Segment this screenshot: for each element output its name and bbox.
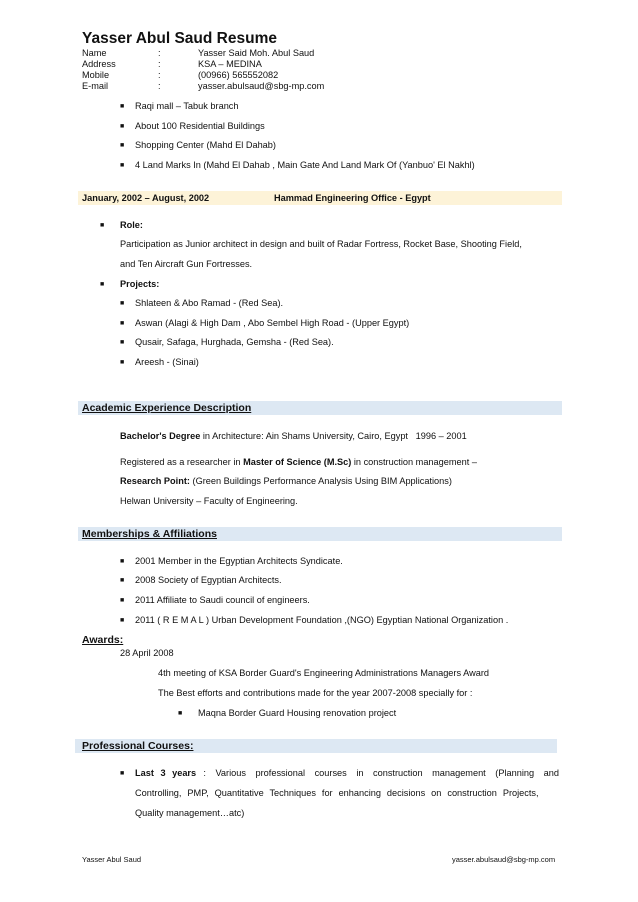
mobile-sep: : (158, 70, 161, 80)
courses-heading: Professional Courses: (82, 740, 194, 752)
list-item: Shlateen & Abo Ramad - (Red Sea). (135, 298, 284, 308)
reg-post: in construction management – (351, 457, 477, 467)
email-value: yasser.abulsaud@sbg-mp.com (198, 81, 325, 91)
bullet-icon: ■ (120, 300, 125, 307)
degree-bold: Bachelor's Degree (120, 431, 201, 441)
degree-line (120, 431, 467, 441)
bullet-icon: ■ (120, 103, 125, 110)
bullet-icon: ■ (120, 770, 125, 777)
list-item: Aswan (Alagi & High Dam , Abo Sembel High Road - (Upper Egypt) (135, 318, 410, 328)
job-period: January, 2002 – August, 2002 (82, 193, 210, 203)
awards-line-1: 4th meeting of KSA Border Guard's Engineering Administrations Managers Award (158, 668, 489, 678)
rp-rest: (Green Buildings Performance Analysis Using BIM Applications) (189, 476, 452, 486)
mobile-value: (00966) 565552082 (198, 70, 279, 80)
bullet-icon: ■ (178, 710, 183, 717)
awards-item: Maqna Border Guard Housing renovation project (198, 708, 397, 718)
list-item: 2008 Society of Egyptian Architects. (135, 575, 282, 585)
email-sep: : (158, 81, 161, 91)
bullet-icon: ■ (120, 597, 125, 604)
footer-name: Yasser Abul Saud (82, 855, 142, 864)
research-point-line (120, 476, 452, 486)
list-item: Raqi mall – Tabuk branch (135, 101, 239, 111)
courses-line-2: Controlling, PMP, Quantitative Techniques for enhancing decisions on construction Projects, (135, 788, 539, 798)
list-item: 4 Land Marks In (Mahd El Dahab , Main Gate And Land Mark Of (Yanbuo' El Nakhl) (135, 160, 475, 170)
list-item: Areesh - (Sinai) (135, 357, 199, 367)
list-item: About 100 Residential Buildings (135, 121, 265, 131)
courses-line-3: Quality management…atc) (135, 808, 245, 818)
awards-heading: Awards: (82, 634, 124, 646)
bullet-icon: ■ (120, 558, 125, 565)
awards-date: 28 April 2008 (120, 648, 174, 658)
bullet-icon: ■ (120, 123, 125, 130)
reg-pre: Registered as a researcher in (120, 457, 244, 467)
footer-email: yasser.abulsaud@sbg-mp.com (452, 855, 556, 864)
reg-bold: Master of Science (M.Sc) (243, 457, 352, 467)
list-item: 2001 Member in the Egyptian Architects Syndicate. (135, 556, 343, 566)
list-item: 2011 Affiliate to Saudi council of engineers. (135, 595, 310, 605)
address-value: KSA – MEDINA (198, 59, 262, 69)
bullet-icon: ■ (100, 222, 105, 229)
courses-line-1 (135, 768, 559, 778)
name-label: Name (82, 48, 107, 58)
address-sep: : (158, 59, 161, 69)
mobile-label: Mobile (82, 70, 110, 80)
name-value: Yasser Said Moh. Abul Saud (198, 48, 315, 58)
address-label: Address (82, 59, 116, 69)
courses-bold: Last 3 years (135, 768, 197, 778)
bullet-icon: ■ (120, 142, 125, 149)
role-label: Role: (120, 220, 143, 230)
degree-rest: in Architecture: Ain Shams University, Cairo, Egypt 1996 – 2001 (200, 431, 467, 441)
bullet-icon: ■ (120, 359, 125, 366)
bullet-icon: ■ (120, 577, 125, 584)
academic-heading: Academic Experience Description (82, 402, 252, 414)
list-item: 2011 ( R E M A L ) Urban Development Foundation ,(NGO) Egyptian National Organization . (135, 615, 509, 625)
name-sep: : (158, 48, 161, 58)
resume-title: Yasser Abul Saud Resume (82, 30, 277, 47)
list-item: Shopping Center (Mahd El Dahab) (135, 140, 276, 150)
awards-line-2: The Best efforts and contributions made for the year 2007-2008 specially for : (158, 688, 473, 698)
role-line-1: Participation as Junior architect in design and built of Radar Fortress, Rocket Base, Shooting Field, (120, 239, 522, 249)
bullet-icon: ■ (120, 339, 125, 346)
bullet-icon: ■ (120, 320, 125, 327)
helwan-line: Helwan University – Faculty of Engineering. (120, 496, 298, 506)
job-company: Hammad Engineering Office - Egypt (274, 193, 431, 203)
bullet-icon: ■ (100, 281, 105, 288)
bullet-icon: ■ (120, 162, 125, 169)
bullet-icon: ■ (120, 617, 125, 624)
email-label: E-mail (82, 81, 109, 91)
courses-line-1-rest: : Various professional courses in construction management (Planning and (203, 768, 559, 778)
role-line-2: and Ten Aircraft Gun Fortresses. (120, 259, 253, 269)
projects-label: Projects: (120, 279, 160, 289)
rp-bold: Research Point: (120, 476, 190, 486)
memberships-heading: Memberships & Affiliations (82, 528, 217, 540)
list-item: Qusair, Safaga, Hurghada, Gemsha - (Red Sea). (135, 337, 334, 347)
registration-line (120, 457, 477, 467)
